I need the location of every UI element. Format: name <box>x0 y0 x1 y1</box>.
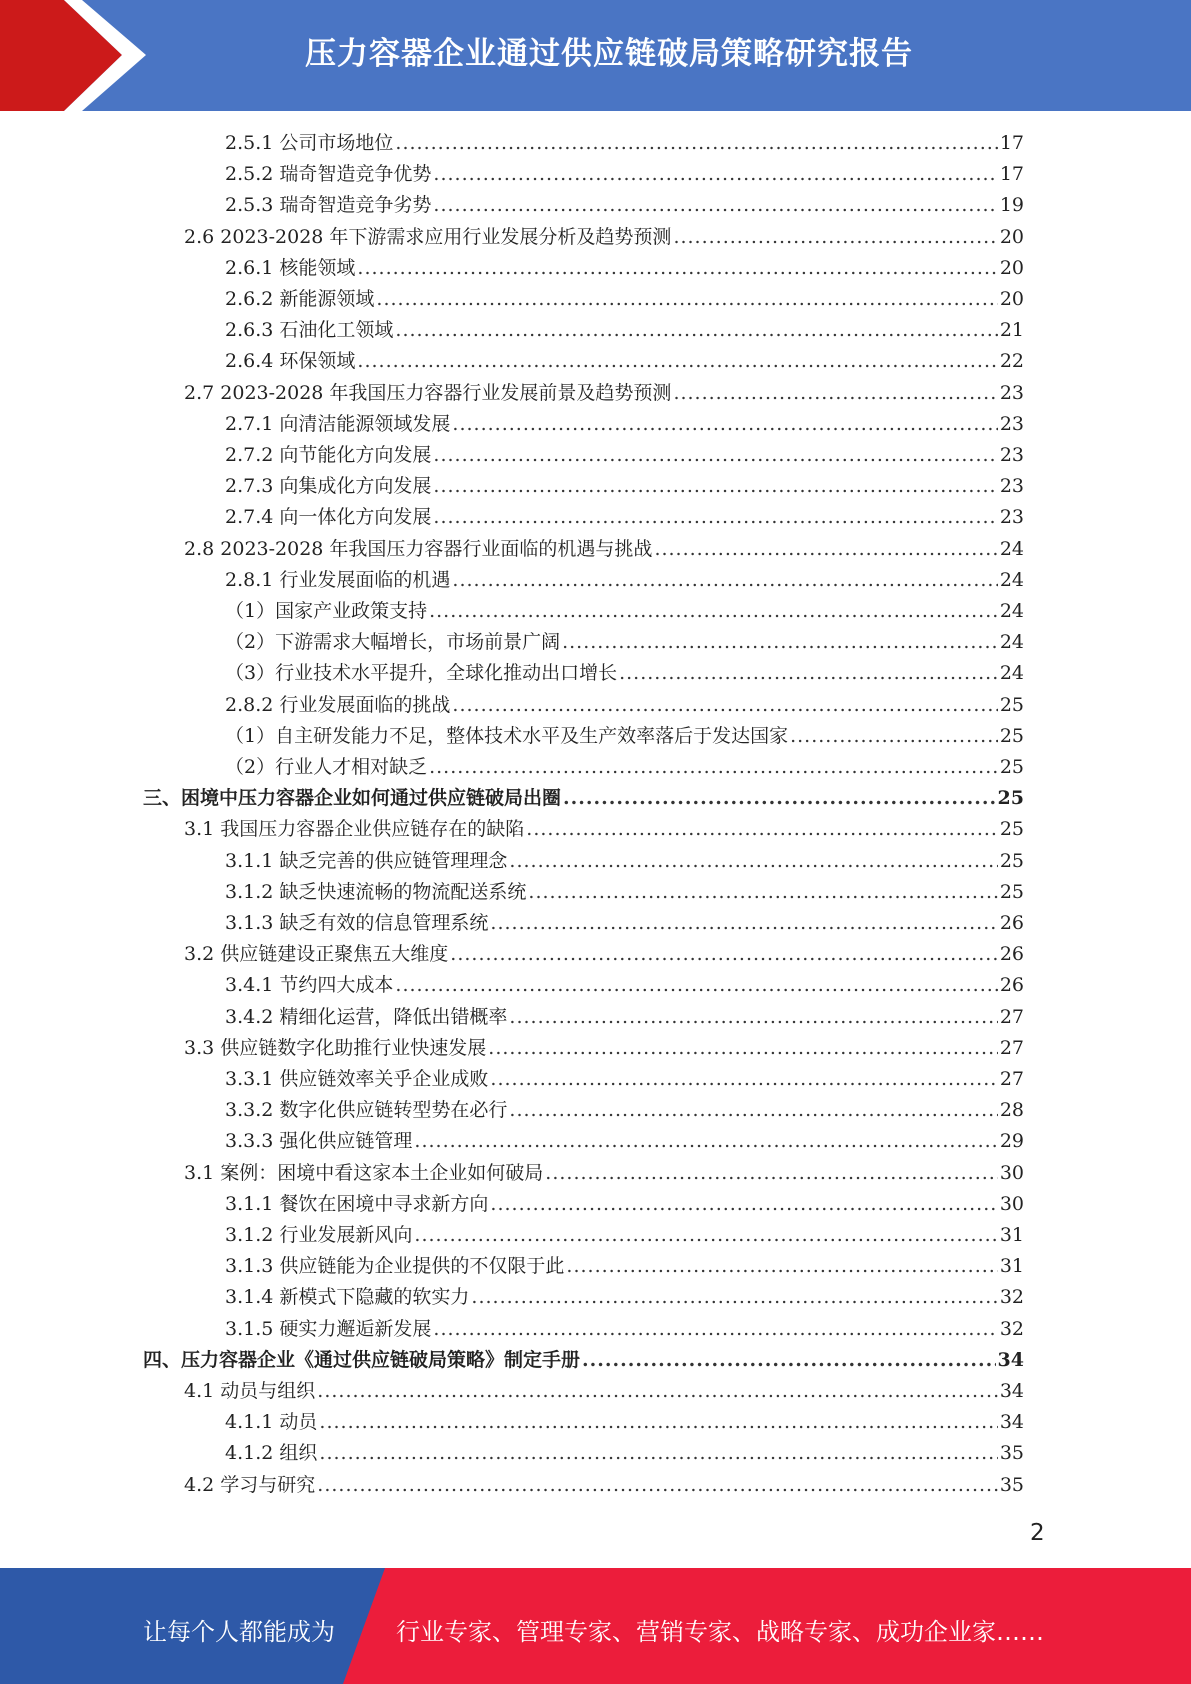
toc-entry-title <box>184 1376 315 1407</box>
toc-dot-leader <box>414 1220 997 1251</box>
toc-entry-text: （3）行业技术水平提升，全球化推动出口增长 <box>225 662 618 685</box>
toc-entry-title <box>225 1220 412 1251</box>
toc-entry-page: 31 <box>999 1224 1024 1246</box>
toc-entry[interactable] <box>225 1126 1024 1157</box>
toc-entry[interactable] <box>225 159 1024 190</box>
toc-entry-page: 35 <box>999 1473 1024 1496</box>
toc-entry[interactable] <box>225 596 1024 627</box>
toc-dot-leader <box>619 658 998 689</box>
toc-entry[interactable] <box>225 690 1024 721</box>
toc-entry-title <box>225 627 560 658</box>
toc-dot-leader <box>319 1438 997 1469</box>
toc-entry-title <box>225 128 393 159</box>
toc-entry-text: 向一体化方向发展 <box>279 506 432 529</box>
toc-dot-leader <box>673 222 997 253</box>
toc-dot-leader <box>490 908 997 939</box>
toc-entry-page: 23 <box>999 381 1024 404</box>
toc-dot-leader <box>562 627 998 658</box>
toc-entry-title <box>184 1033 486 1064</box>
toc-entry-number: 3.1.3 <box>225 912 274 934</box>
toc-entry[interactable] <box>225 658 1024 689</box>
toc-entry-text: 餐饮在困境中寻求新方向 <box>279 1192 489 1215</box>
toc-entry-title <box>225 1314 431 1345</box>
toc-entry[interactable] <box>143 1345 1024 1376</box>
toc-entry-number: 2.7.4 <box>225 506 274 529</box>
toc-entry[interactable] <box>225 970 1024 1001</box>
toc-entry-page: 25 <box>999 849 1024 872</box>
toc-entry-page: 32 <box>999 1286 1024 1309</box>
toc-entry-title <box>225 690 450 721</box>
toc-dot-leader <box>452 690 997 721</box>
toc-entry-title <box>225 1407 317 1438</box>
toc-entry[interactable] <box>225 190 1024 221</box>
toc-dot-leader <box>509 1095 997 1126</box>
toc-entry-page: 24 <box>999 537 1024 560</box>
toc-entry-number: 2.6.2 <box>225 288 274 310</box>
toc-dot-leader <box>673 378 997 409</box>
toc-dot-leader <box>490 1064 997 1095</box>
toc-entry-text: 动员与组织 <box>220 1380 316 1402</box>
toc-entry-title <box>225 846 507 877</box>
toc-entry-title <box>225 565 450 596</box>
page-title: 压力容器企业通过供应链破局策略研究报告 <box>305 36 913 72</box>
toc-entry-number: 2.8.1 <box>225 568 274 591</box>
footer-slogan-right: 行业专家、管理专家、营销专家、战略专家、成功企业家…… <box>396 1618 1044 1646</box>
toc-entry-text: 公司市场地位 <box>279 132 394 154</box>
toc-entry-text: 动员 <box>279 1411 318 1434</box>
toc-dot-leader <box>433 502 997 533</box>
toc-entry[interactable] <box>225 1002 1024 1033</box>
toc-entry-page: 25 <box>999 818 1024 841</box>
toc-entry-page: 17 <box>999 163 1024 186</box>
toc-entry-text: 学习与研究 <box>220 1473 316 1496</box>
toc-entry-page: 26 <box>999 974 1024 997</box>
toc-entry-page: 24 <box>999 662 1024 685</box>
toc-entry-page: 25 <box>997 787 1024 810</box>
toc-dot-leader <box>433 159 997 190</box>
toc-entry-page: 20 <box>999 288 1024 310</box>
toc-entry-page: 23 <box>999 444 1024 466</box>
footer-banner <box>0 1568 1191 1684</box>
toc-entry-title <box>225 440 431 471</box>
toc-entry-title <box>225 1002 507 1033</box>
toc-entry-text: 新模式下隐藏的软实力 <box>279 1286 470 1309</box>
toc-entry[interactable] <box>143 783 1024 814</box>
toc-entry-title <box>225 1064 488 1095</box>
toc-dot-leader <box>317 1470 998 1501</box>
toc-dot-leader <box>452 409 997 440</box>
toc-dot-leader <box>490 1189 997 1220</box>
toc-entry[interactable] <box>225 1064 1024 1095</box>
toc-entry-title <box>184 1158 543 1189</box>
toc-entry-page: 25 <box>999 880 1024 903</box>
toc-entry-title <box>225 658 617 689</box>
toc-entry[interactable] <box>225 627 1024 658</box>
toc-entry-page: 22 <box>999 350 1024 373</box>
toc-entry[interactable] <box>225 346 1024 377</box>
toc-entry-page: 24 <box>999 631 1024 654</box>
toc-entry-page: 29 <box>999 1130 1024 1153</box>
toc-entry-number: 2.5.1 <box>225 132 274 154</box>
toc-entry-page: 26 <box>999 912 1024 934</box>
toc-entry-page: 23 <box>999 412 1024 435</box>
toc-entry-page: 24 <box>999 600 1024 622</box>
toc-entry[interactable] <box>184 1158 1024 1189</box>
toc-entry-text: 核能领域 <box>279 256 356 279</box>
toc-entry-title <box>184 378 671 409</box>
toc-entry-number: 3.3.2 <box>225 1099 274 1122</box>
toc-entry-page: 26 <box>999 943 1024 966</box>
toc-entry-title <box>225 315 393 346</box>
toc-entry-page: 25 <box>999 724 1024 747</box>
header-banner <box>0 0 1191 111</box>
toc-entry[interactable] <box>184 222 1024 253</box>
toc-entry-number: 2.8 <box>184 537 215 560</box>
toc-dot-leader <box>563 783 996 814</box>
toc-entry-text: 组织 <box>279 1442 318 1465</box>
toc-entry-text: 节约四大成本 <box>279 974 394 997</box>
toc-entry-number: 3.4.2 <box>225 1005 274 1028</box>
toc-entry-page: 23 <box>999 506 1024 529</box>
toc-entry-title <box>225 159 431 190</box>
toc-entry-text: （1）自主研发能力不足，整体技术水平及生产效率落后于发达国家 <box>225 724 789 747</box>
toc-entry-number: 4.2 <box>184 1473 215 1496</box>
toc-entry-title <box>225 502 431 533</box>
chevron-logo-icon <box>0 0 160 111</box>
toc-entry-text: 四、压力容器企业《通过供应链破局策略》制定手册 <box>143 1348 581 1371</box>
toc-entry-text: 向清洁能源领域发展 <box>279 412 451 435</box>
toc-entry-text: 行业发展新风向 <box>279 1224 413 1246</box>
toc-entry-page: 20 <box>999 256 1024 279</box>
toc-dot-leader <box>450 939 998 970</box>
toc-entry[interactable] <box>225 502 1024 533</box>
toc-entry-title <box>225 1095 507 1126</box>
toc-entry[interactable] <box>225 471 1024 502</box>
toc-entry-page: 25 <box>999 756 1024 778</box>
toc-entry[interactable] <box>184 534 1024 565</box>
toc-entry-text: 供应链建设正聚焦五大维度 <box>220 943 449 966</box>
toc-entry-number: 2.6 <box>184 225 215 248</box>
page-number: 2 <box>1030 1520 1045 1546</box>
toc-entry[interactable] <box>225 128 1024 159</box>
toc-dot-leader <box>433 1314 997 1345</box>
toc-entry-text: 强化供应链管理 <box>279 1130 413 1153</box>
toc-entry-title <box>225 752 427 783</box>
toc-entry-title <box>225 877 526 908</box>
toc-entry[interactable] <box>184 1376 1024 1407</box>
toc-dot-leader <box>429 596 998 627</box>
toc-entry-text: 瑞奇智造竞争优势 <box>279 163 432 186</box>
toc-entry-title <box>225 596 427 627</box>
toc-dot-leader <box>395 128 997 159</box>
toc-entry-title <box>225 1189 488 1220</box>
toc-entry-text: 石油化工领域 <box>279 319 394 342</box>
toc-entry-number: 4.1.1 <box>225 1411 274 1434</box>
toc-entry-text: 缺乏完善的供应链管理理念 <box>279 849 508 872</box>
toc-entry-page: 20 <box>999 225 1024 248</box>
toc-entry-number: 4.1 <box>184 1380 215 1402</box>
toc-entry-text: 供应链数字化助推行业快速发展 <box>220 1036 487 1059</box>
toc-entry-text: 三、困境中压力容器企业如何通过供应链破局出圈 <box>143 787 562 810</box>
toc-dot-leader <box>509 1002 997 1033</box>
toc-entry-number: 3.1.2 <box>225 880 274 903</box>
toc-entry[interactable] <box>184 1470 1024 1501</box>
toc-entry[interactable] <box>225 1438 1024 1469</box>
toc-entry-title <box>225 908 488 939</box>
toc-entry-page: 34 <box>999 1411 1024 1434</box>
toc-entry-page: 17 <box>999 132 1024 154</box>
toc-dot-leader <box>429 752 998 783</box>
toc-entry-text: 新能源领域 <box>279 288 375 310</box>
toc-entry[interactable] <box>225 565 1024 596</box>
toc-entry-title <box>184 939 448 970</box>
toc-dot-leader <box>528 877 997 908</box>
toc-dot-leader <box>433 440 997 471</box>
toc-entry-number: 2.7.3 <box>225 475 274 498</box>
toc-entry-title <box>225 253 355 284</box>
toc-entry-title <box>143 1345 580 1376</box>
toc-entry-number: 2.6.3 <box>225 319 274 342</box>
toc-entry-text: 缺乏快速流畅的物流配送系统 <box>279 880 527 903</box>
toc-entry-text: 行业发展面临的挑战 <box>279 693 451 716</box>
toc-entry-page: 30 <box>999 1192 1024 1215</box>
toc-entry-text: 我国压力容器企业供应链存在的缺陷 <box>220 818 525 841</box>
toc-entry-text: 案例：困境中看这家本土企业如何破局 <box>220 1161 544 1184</box>
toc-entry[interactable] <box>225 1407 1024 1438</box>
toc-entry-page: 21 <box>999 319 1024 342</box>
toc-entry-number: 3.1.4 <box>225 1286 274 1309</box>
toc-entry[interactable] <box>225 908 1024 939</box>
toc-entry-number: 2.5.2 <box>225 163 274 186</box>
toc-entry[interactable] <box>225 284 1024 315</box>
toc-entry-page: 35 <box>999 1442 1024 1465</box>
toc-entry[interactable] <box>225 1220 1024 1251</box>
toc-entry-number: 2.8.2 <box>225 693 274 716</box>
toc-entry[interactable] <box>225 1282 1024 1313</box>
toc-dot-leader <box>452 565 997 596</box>
toc-entry-page: 23 <box>999 475 1024 498</box>
toc-dot-leader <box>654 534 997 565</box>
toc-entry-number: 3.1 <box>184 1161 215 1184</box>
toc-entry-number: 2.7.2 <box>225 444 274 466</box>
toc-entry-text: 瑞奇智造竞争劣势 <box>279 194 432 217</box>
toc-entry-number: 2.6.4 <box>225 350 274 373</box>
toc-entry[interactable] <box>225 440 1024 471</box>
toc-dot-leader <box>376 284 997 315</box>
toc-entry-page: 28 <box>999 1099 1024 1122</box>
toc-dot-leader <box>414 1126 997 1157</box>
toc-entry-number: 3.4.1 <box>225 974 274 997</box>
toc-entry[interactable] <box>184 1033 1024 1064</box>
toc-entry[interactable] <box>225 1314 1024 1345</box>
toc-dot-leader <box>566 1251 997 1282</box>
toc-entry-title <box>225 346 355 377</box>
toc-entry-page: 27 <box>999 1068 1024 1090</box>
toc-entry-text: 数字化供应链转型势在必行 <box>279 1099 508 1122</box>
toc-entry[interactable] <box>184 814 1024 845</box>
toc-entry-page: 34 <box>997 1348 1024 1371</box>
toc-entry-text: （1）国家产业政策支持 <box>225 600 428 622</box>
toc-entry[interactable] <box>184 939 1024 970</box>
toc-entry-number: 3.1.5 <box>225 1317 274 1340</box>
toc-dot-leader <box>582 1345 996 1376</box>
toc-entry-number: 3.1.1 <box>225 849 274 872</box>
toc-entry-text: 供应链效率关乎企业成败 <box>279 1068 489 1090</box>
toc-entry-text: 2023-2028 年下游需求应用行业发展分析及趋势预测 <box>220 225 672 248</box>
toc-dot-leader <box>509 846 997 877</box>
toc-entry-text: （2）行业人才相对缺乏 <box>225 756 428 778</box>
toc-entry[interactable] <box>225 846 1024 877</box>
footer-slogan-left: 让每个人都能成为 <box>143 1618 335 1646</box>
toc-entry-title <box>225 190 431 221</box>
toc-entry[interactable] <box>225 752 1024 783</box>
toc-entry-number: 3.1.2 <box>225 1224 274 1246</box>
toc-entry-title <box>143 783 561 814</box>
toc-dot-leader <box>433 471 997 502</box>
toc-entry-number: 3.3.3 <box>225 1130 274 1153</box>
toc-entry[interactable] <box>225 1189 1024 1220</box>
toc-entry-title <box>225 1126 412 1157</box>
toc-entry-text: 环保领域 <box>279 350 356 373</box>
toc-entry-number: 2.7 <box>184 381 215 404</box>
toc-dot-leader <box>357 253 997 284</box>
toc-entry-number: 3.2 <box>184 943 215 966</box>
toc-entry-text: 供应链能为企业提供的不仅限于此 <box>279 1255 565 1278</box>
toc-entry-page: 24 <box>999 568 1024 591</box>
toc-entry-text: 硬实力邂逅新发展 <box>279 1317 432 1340</box>
toc-dot-leader <box>488 1033 998 1064</box>
toc-entry-title <box>225 1438 317 1469</box>
toc-entry-page: 19 <box>999 194 1024 217</box>
toc-entry[interactable] <box>225 721 1024 752</box>
toc-entry[interactable] <box>225 253 1024 284</box>
toc-entry-title <box>225 970 393 1001</box>
toc-entry-title <box>184 222 671 253</box>
toc-entry-number: 3.1.1 <box>225 1192 274 1215</box>
toc-entry-text: 2023-2028 年我国压力容器行业面临的机遇与挑战 <box>220 537 653 560</box>
toc-entry-text: 缺乏有效的信息管理系统 <box>279 912 489 934</box>
toc-entry-page: 31 <box>999 1255 1024 1278</box>
toc-dot-leader <box>433 190 997 221</box>
toc-dot-leader <box>317 1376 998 1407</box>
toc-entry[interactable] <box>225 1251 1024 1282</box>
toc-entry[interactable] <box>225 1095 1024 1126</box>
toc-entry-page: 32 <box>999 1317 1024 1340</box>
toc-entry-title <box>225 721 788 752</box>
toc-entry-number: 3.1.3 <box>225 1255 274 1278</box>
toc-entry-number: 2.7.1 <box>225 412 274 435</box>
toc-entry-title <box>184 534 652 565</box>
toc-entry-number: 3.3.1 <box>225 1068 274 1090</box>
toc-dot-leader <box>395 315 997 346</box>
toc-entry-title <box>225 284 374 315</box>
toc-entry-page: 27 <box>999 1036 1024 1059</box>
toc-entry[interactable] <box>225 315 1024 346</box>
toc-entry-number: 3.1 <box>184 818 215 841</box>
toc-entry-page: 25 <box>999 693 1024 716</box>
toc-entry-page: 27 <box>999 1005 1024 1028</box>
toc-entry-number: 3.3 <box>184 1036 215 1059</box>
toc-entry-text: 2023-2028 年我国压力容器行业发展前景及趋势预测 <box>220 381 672 404</box>
toc-entry-text: 行业发展面临的机遇 <box>279 568 451 591</box>
toc-dot-leader <box>357 346 997 377</box>
toc-entry-title <box>225 1282 469 1313</box>
toc-dot-leader <box>471 1282 997 1313</box>
toc-dot-leader <box>395 970 997 1001</box>
toc-entry[interactable] <box>225 409 1024 440</box>
toc-entry-title <box>225 471 431 502</box>
toc-entry-text: 向集成化方向发展 <box>279 475 432 498</box>
toc-entry-title <box>225 1251 564 1282</box>
toc-dot-leader <box>790 721 998 752</box>
toc-entry-number: 4.1.2 <box>225 1442 274 1465</box>
toc-dot-leader <box>545 1158 998 1189</box>
toc-entry-text: 精细化运营，降低出错概率 <box>279 1005 508 1028</box>
toc-dot-leader <box>319 1407 997 1438</box>
toc-entry-title <box>184 1470 315 1501</box>
toc-entry-title <box>225 409 450 440</box>
toc-entry-page: 34 <box>999 1380 1024 1402</box>
toc-entry-text: 向节能化方向发展 <box>279 444 432 466</box>
toc-entry-number: 2.5.3 <box>225 194 274 217</box>
toc-entry-page: 30 <box>999 1161 1024 1184</box>
toc-entry-title <box>184 814 524 845</box>
toc-dot-leader <box>526 814 998 845</box>
toc-entry-text: （2）下游需求大幅增长，市场前景广阔 <box>225 631 561 654</box>
toc-entry-number: 2.6.1 <box>225 256 274 279</box>
toc-entry[interactable] <box>184 378 1024 409</box>
toc-entry[interactable] <box>225 877 1024 908</box>
